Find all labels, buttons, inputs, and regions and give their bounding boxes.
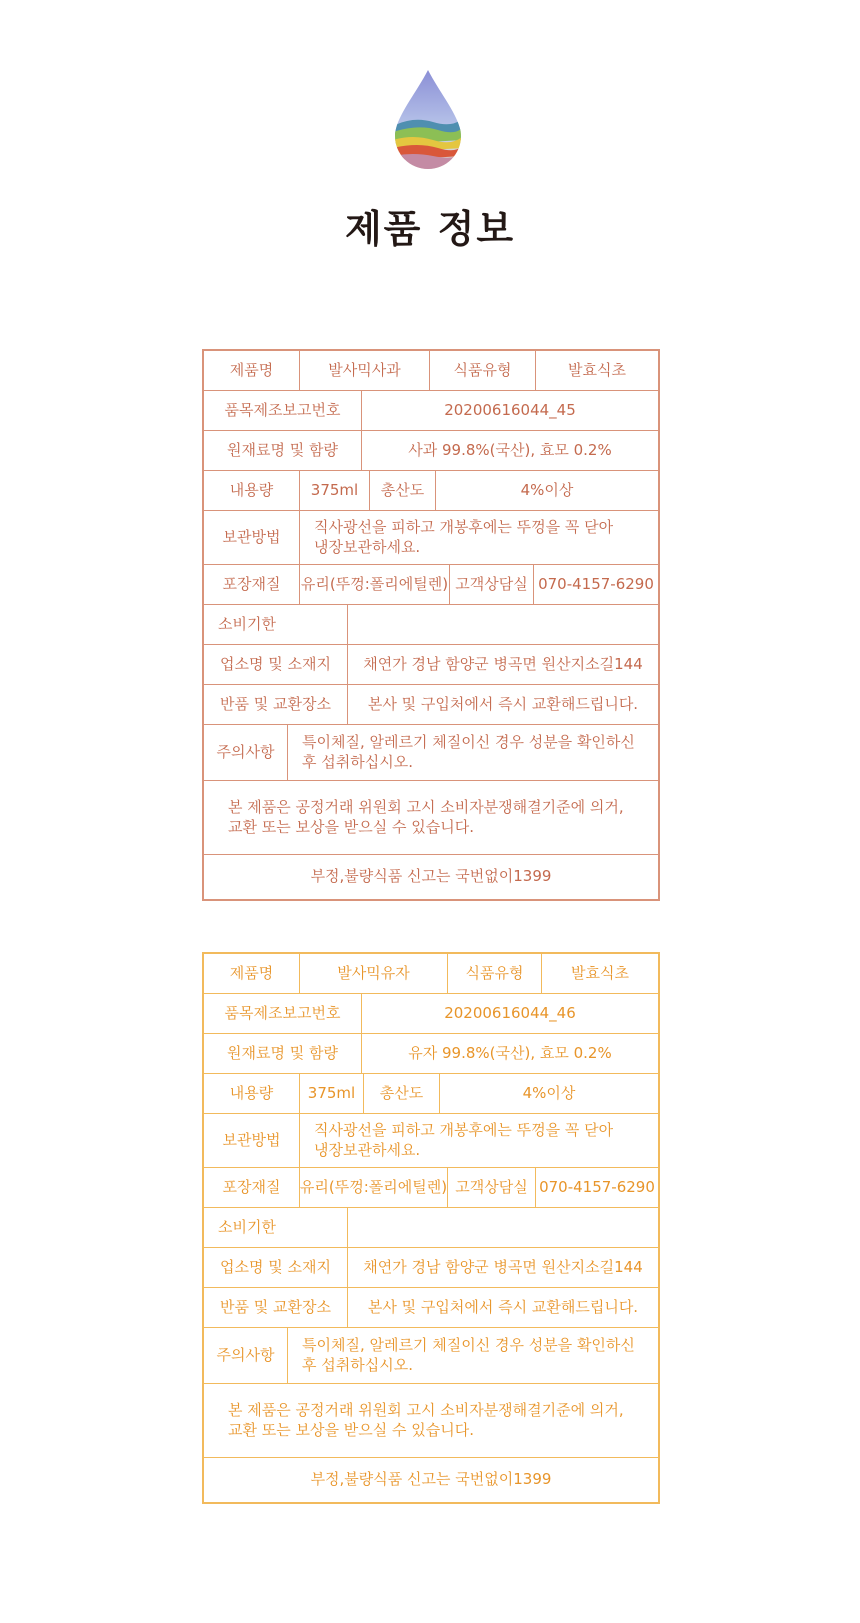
caution-line-2: 후 섭취하십시오. (302, 1355, 413, 1374)
storage-line-2: 냉장보관하세요. (314, 1140, 421, 1159)
page-title: 제품 정보 (344, 207, 516, 251)
food-type-value: 발효식초 (568, 360, 626, 379)
food-type-label: 식품유형 (448, 954, 542, 993)
row-caution (204, 725, 658, 781)
row-report-number (204, 391, 658, 431)
storage-line-1: 직사광선을 피하고 개봉후에는 뚜껑을 꼭 닫아 (314, 1121, 614, 1139)
expiry-value (348, 1208, 658, 1247)
volume-value: 375ml (300, 1074, 364, 1113)
cs-phone: 070-4157-6290 (539, 1177, 655, 1196)
product-name-label: 제품명 (204, 351, 300, 390)
row-report-line (204, 855, 658, 899)
cs-label: 고객상담실 (450, 565, 534, 604)
row-ingredients (204, 431, 658, 471)
caution-value (288, 1328, 658, 1383)
row-packaging (204, 565, 658, 605)
row-expiry (204, 605, 658, 645)
expiry-label: 소비기한 (204, 1208, 348, 1247)
storage-label: 보관방법 (204, 1114, 300, 1167)
caution-line-1: 특이체질, 알레르기 체질이신 경우 성분을 확인하신 (302, 733, 635, 751)
volume-label: 내용량 (204, 1074, 300, 1113)
maker-label: 업소명 및 소재지 (204, 645, 348, 684)
caution-line-1: 특이체질, 알레르기 체질이신 경우 성분을 확인하신 (302, 1336, 635, 1354)
row-product-name (204, 954, 658, 994)
returns-label: 반품 및 교환장소 (204, 1288, 348, 1327)
notice-line-2: 교환 또는 보상을 받으실 수 있습니다. (228, 817, 474, 836)
acidity-value: 4%이상 (520, 480, 574, 499)
packaging-value: 유리(뚜껑:폴리에틸렌) (300, 565, 450, 604)
row-storage (204, 511, 658, 565)
ingredients-label: 원재료명 및 함량 (204, 431, 362, 470)
acidity-label: 총산도 (364, 1074, 440, 1113)
packaging-label: 포장재질 (204, 1168, 300, 1207)
returns-value: 본사 및 구입처에서 즉시 교환해드립니다. (367, 694, 639, 713)
cs-phone: 070-4157-6290 (538, 574, 654, 593)
water-drop-landscape-logo-icon (393, 70, 463, 170)
storage-line-2: 냉장보관하세요. (314, 537, 421, 556)
cs-label: 고객상담실 (448, 1168, 536, 1207)
report-number-value: 20200616044_45 (444, 400, 576, 419)
row-report-line (204, 1458, 658, 1502)
notice-line-1: 본 제품은 공정거래 위원회 고시 소비자분쟁해결기준에 의거, (228, 798, 624, 816)
product-name-value: 발사믹유자 (300, 954, 448, 993)
expiry-value (348, 605, 658, 644)
row-maker (204, 645, 658, 685)
report-line-text: 부정,불량식품 신고는 국번없이1399 (310, 1470, 552, 1489)
expiry-label: 소비기한 (204, 605, 348, 644)
ingredients-value: 사과 99.8%(국산), 효모 0.2% (408, 440, 612, 459)
notice-text (204, 1384, 658, 1457)
caution-label: 주의사항 (204, 725, 288, 780)
volume-label: 내용량 (204, 471, 300, 510)
row-maker (204, 1248, 658, 1288)
row-expiry (204, 1208, 658, 1248)
caution-label: 주의사항 (204, 1328, 288, 1383)
row-returns (204, 685, 658, 725)
notice-line-1: 본 제품은 공정거래 위원회 고시 소비자분쟁해결기준에 의거, (228, 1401, 624, 1419)
row-notice (204, 781, 658, 855)
maker-label: 업소명 및 소재지 (204, 1248, 348, 1287)
product-info-table-apple (202, 349, 660, 901)
caution-line-2: 후 섭취하십시오. (302, 752, 413, 771)
acidity-label: 총산도 (370, 471, 436, 510)
report-line-text: 부정,불량식품 신고는 국번없이1399 (310, 867, 552, 886)
food-type-value: 발효식초 (571, 963, 629, 982)
row-storage (204, 1114, 658, 1168)
row-product-name (204, 351, 658, 391)
returns-value: 본사 및 구입처에서 즉시 교환해드립니다. (367, 1297, 639, 1316)
storage-value (300, 1114, 658, 1167)
volume-value: 375ml (300, 471, 370, 510)
row-report-number (204, 994, 658, 1034)
maker-value: 채연가 경남 함양군 병곡면 원산지소길144 (363, 1257, 643, 1276)
product-name-label: 제품명 (204, 954, 300, 993)
product-info-table-yuzu (202, 952, 660, 1504)
caution-value (288, 725, 658, 780)
report-number-label: 품목제조보고번호 (204, 391, 362, 430)
returns-label: 반품 및 교환장소 (204, 685, 348, 724)
packaging-value: 유리(뚜껑:폴리에틸렌) (300, 1168, 448, 1207)
notice-text (204, 781, 658, 854)
food-type-label: 식품유형 (430, 351, 536, 390)
row-ingredients (204, 1034, 658, 1074)
storage-value (300, 511, 658, 564)
row-volume (204, 471, 658, 511)
packaging-label: 포장재질 (204, 565, 300, 604)
product-name-value: 발사믹사과 (300, 351, 430, 390)
row-returns (204, 1288, 658, 1328)
row-caution (204, 1328, 658, 1384)
notice-line-2: 교환 또는 보상을 받으실 수 있습니다. (228, 1420, 474, 1439)
row-packaging (204, 1168, 658, 1208)
ingredients-label: 원재료명 및 함량 (204, 1034, 362, 1073)
acidity-value: 4%이상 (522, 1083, 576, 1102)
report-number-label: 품목제조보고번호 (204, 994, 362, 1033)
ingredients-value: 유자 99.8%(국산), 효모 0.2% (408, 1043, 612, 1062)
report-number-value: 20200616044_46 (444, 1003, 576, 1022)
row-notice (204, 1384, 658, 1458)
storage-line-1: 직사광선을 피하고 개봉후에는 뚜껑을 꼭 닫아 (314, 518, 614, 536)
maker-value: 채연가 경남 함양군 병곡면 원산지소길144 (363, 654, 643, 673)
row-volume (204, 1074, 658, 1114)
storage-label: 보관방법 (204, 511, 300, 564)
